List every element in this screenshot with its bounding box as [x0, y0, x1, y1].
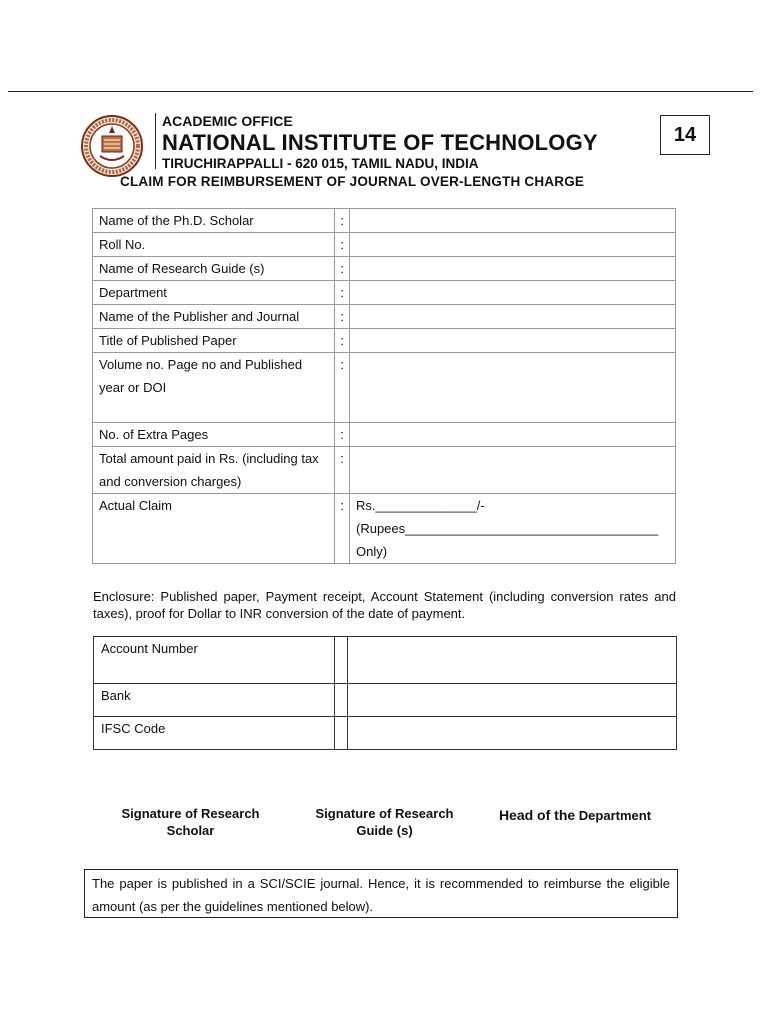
- field-separator: :: [335, 257, 350, 281]
- field-label: No. of Extra Pages: [93, 423, 335, 447]
- bank-details-table: [93, 636, 677, 750]
- field-separator: :: [335, 447, 350, 494]
- field-separator: :: [335, 233, 350, 257]
- field-separator: :: [335, 305, 350, 329]
- paper-title-field[interactable]: [350, 329, 676, 353]
- table-row: [93, 423, 676, 447]
- table-row: [93, 257, 676, 281]
- bank-field-label: Account Number: [94, 637, 335, 684]
- volume-doi-field[interactable]: [350, 353, 676, 423]
- extra-pages-field[interactable]: [350, 423, 676, 447]
- table-row: [94, 684, 677, 717]
- field-label: Actual Claim: [93, 494, 335, 564]
- table-row: [93, 233, 676, 257]
- table-row: [93, 329, 676, 353]
- field-label: Total amount paid in Rs. (including tax and conversion charges): [93, 447, 335, 494]
- bank-name-field[interactable]: [348, 684, 677, 717]
- field-separator: :: [335, 353, 350, 423]
- field-separator: :: [335, 329, 350, 353]
- scholar-signature-label: Signature of Research Scholar: [121, 806, 260, 838]
- hod-label-part2: Department: [578, 808, 652, 823]
- field-label: Title of Published Paper: [93, 329, 335, 353]
- total-amount-field[interactable]: [350, 447, 676, 494]
- ifsc-code-field[interactable]: [348, 717, 677, 750]
- publisher-journal-field[interactable]: [350, 305, 676, 329]
- field-separator: :: [335, 209, 350, 233]
- top-rule: [8, 91, 753, 92]
- field-label: Roll No.: [93, 233, 335, 257]
- institute-address: TIRUCHIRAPPALLI - 620 015, TAMIL NADU, INDIA: [162, 156, 479, 171]
- bank-field-label: IFSC Code: [94, 717, 335, 750]
- department-field[interactable]: [350, 281, 676, 305]
- enclosure-note: Enclosure: Published paper, Payment receipt, Account Statement (including conversion rates and taxes), proof for Dollar to INR conversion of the date of payment.: [93, 589, 676, 621]
- institute-name: NATIONAL INSTITUTE OF TECHNOLOGY: [162, 130, 598, 155]
- claim-words-line: (Rupees___________________________________: [356, 521, 659, 536]
- field-separator: :: [335, 281, 350, 305]
- field-label: Name of the Publisher and Journal: [93, 305, 335, 329]
- roll-no-field[interactable]: [350, 233, 676, 257]
- table-row: [94, 637, 677, 684]
- claim-amount-line: Rs.______________/-: [356, 498, 485, 513]
- scholar-name-field[interactable]: [350, 209, 676, 233]
- field-label: Department: [93, 281, 335, 305]
- bank-field-label: Bank: [94, 684, 335, 717]
- table-row: [93, 305, 676, 329]
- table-row: [93, 209, 676, 233]
- account-number-field[interactable]: [348, 637, 677, 684]
- field-separator: :: [335, 423, 350, 447]
- institute-seal-icon: [80, 114, 144, 178]
- bank-field-gap: [335, 717, 348, 750]
- header-divider: [155, 113, 156, 169]
- table-row: [93, 447, 676, 494]
- field-label: Name of the Ph.D. Scholar: [93, 209, 335, 233]
- table-row: [94, 717, 677, 750]
- office-name: ACADEMIC OFFICE: [162, 113, 293, 129]
- table-row: [93, 281, 676, 305]
- bank-field-gap: [335, 684, 348, 717]
- form-title: CLAIM FOR REIMBURSEMENT OF JOURNAL OVER-LENGTH CHARGE: [120, 174, 585, 189]
- field-label: Volume no. Page no and Published year or DOI: [93, 353, 335, 423]
- actual-claim-field[interactable]: [350, 494, 676, 564]
- recommendation-box: The paper is published in a SCI/SCIE journal. Hence, it is recommended to reimburse the eligible amount (as per the guidelines mentioned below).: [84, 869, 678, 918]
- bank-field-gap: [335, 637, 348, 684]
- table-row: [93, 494, 676, 564]
- guide-signature-label: Signature of Research Guide (s): [315, 806, 454, 838]
- hod-signature-label: [480, 807, 670, 824]
- table-row: [93, 353, 676, 423]
- form-number-badge: 14: [660, 115, 710, 155]
- research-guide-field[interactable]: [350, 257, 676, 281]
- hod-label-part1: Head of the: [498, 807, 576, 823]
- field-separator: :: [335, 494, 350, 564]
- claim-only-line: Only): [356, 544, 388, 559]
- claim-details-table: [92, 208, 676, 564]
- field-label: Name of Research Guide (s): [93, 257, 335, 281]
